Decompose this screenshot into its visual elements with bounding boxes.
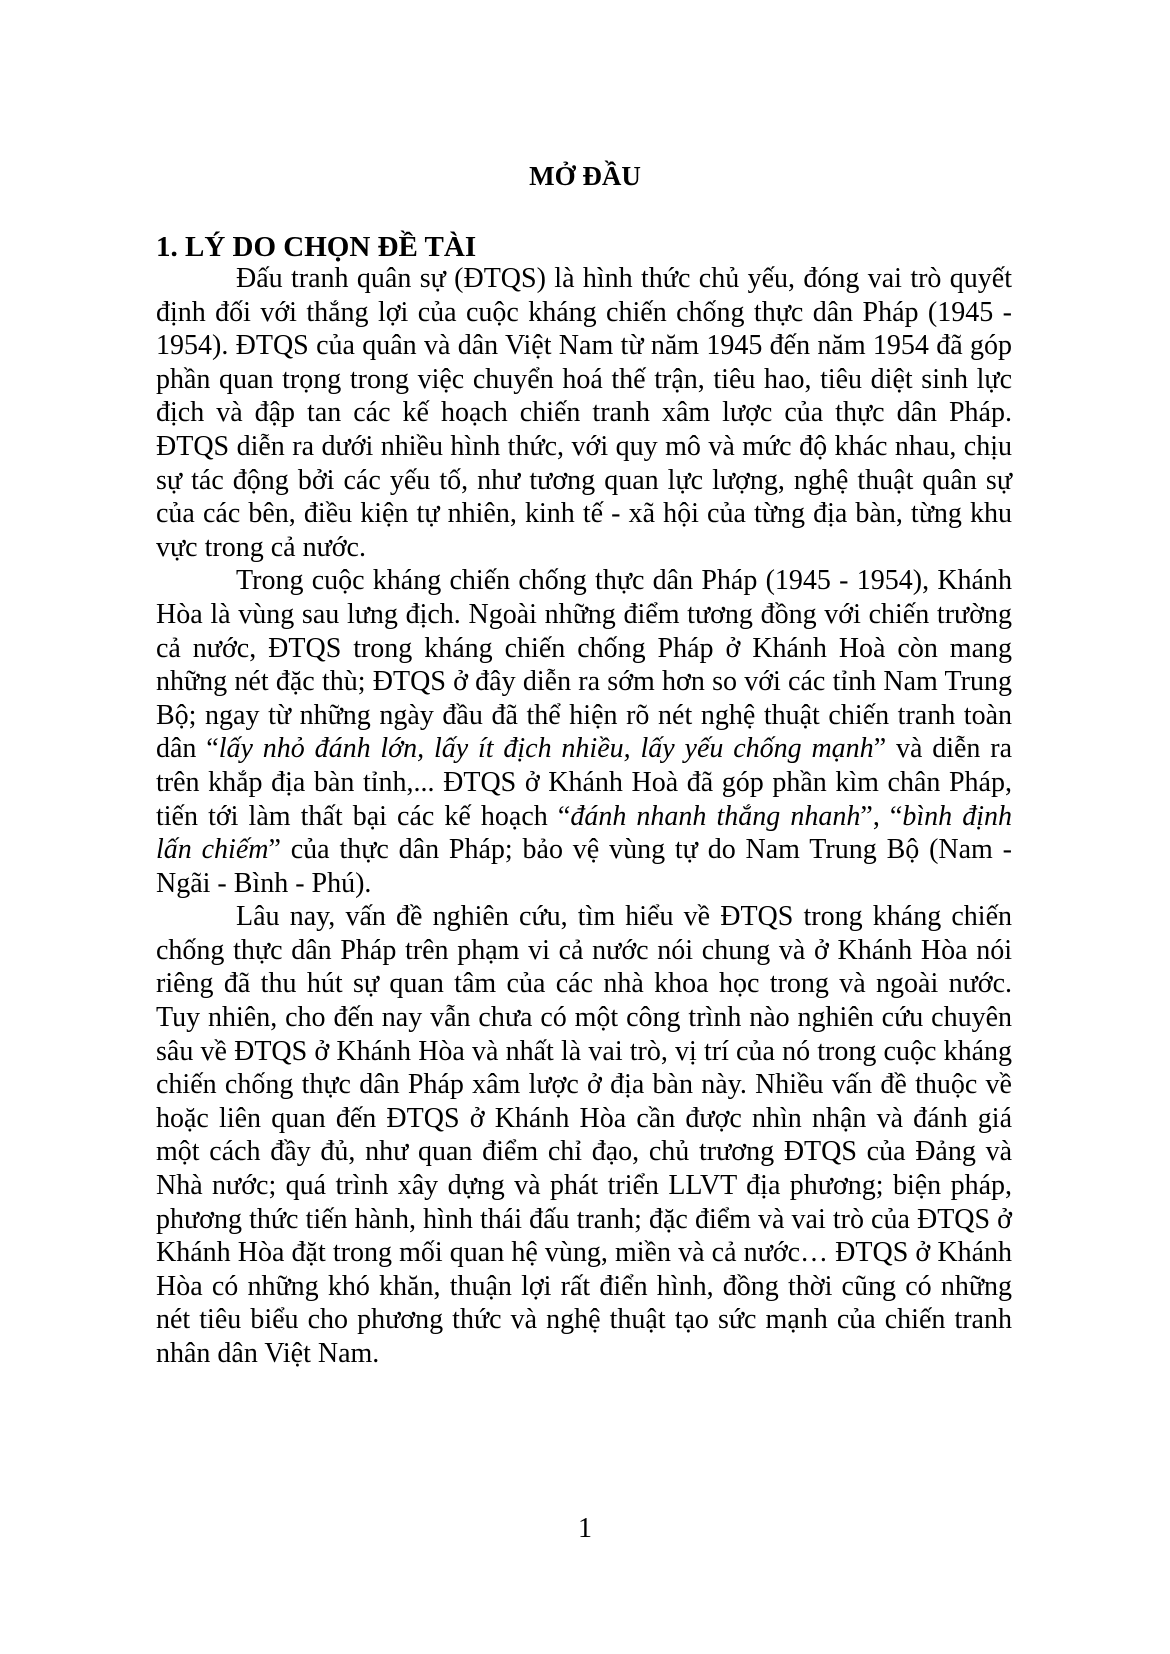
paragraph-2-part-1: Trong cuộc kháng chiến chống thực dân Pháp (1945 - 1954), Khánh Hòa là vùng sau lưng địch. Ngoài những điểm tương đồng với chiến trường cả nước, ĐTQS trong kháng chiến chống Pháp ở Khánh Hoà còn mang những nét đặc thù; ĐTQS ở đây diễn ra sớm hơn so với các tỉnh Nam Trung Bộ; ngay từ những ngày đầu đã thể hiện rõ nét nghệ thuật chiến tranh toàn dân “ [156,565,1012,765]
paragraph-2-quote-3: bình định lấn chiếm [156,800,1012,866]
section-heading: 1. LÝ DO CHỌN ĐỀ TÀI [156,231,477,263]
paragraph-1: Đấu tranh quân sự (ĐTQS) là hình thức chủ yếu, đóng vai trò quyết định đối với thắng lợi của cuộc kháng chiến chống thực dân Pháp (1945 - 1954). ĐTQS của quân và dân Việt Nam từ năm 1945 đến năm 1954 đã góp phần quan trọng trong việc chuyển hoá thế trận, tiêu hao, tiêu diệt sinh lực địch và đập tan các kế hoạch chiến tranh xâm lược của thực dân Pháp. ĐTQS diễn ra dưới nhiều hình thức, với quy mô và mức độ khác nhau, chịu sự tác động bởi các yếu tố, như tương quan lực lượng, nghệ thuật quân sự của các bên, điều kiện tự nhiên, kinh tế - xã hội của từng địa bàn, từng khu vực trong cả nước. [156,263,1012,563]
document-title: MỞ ĐẦU [529,161,641,191]
paragraph-2-part-3: ”, “ [860,800,903,832]
paragraph-2-part-4: ” của thực dân Pháp; bảo vệ vùng tự do Nam Trung Bộ (Nam - Ngãi - Bình - Phú). [156,834,1012,899]
page-number: 1 [578,1513,592,1544]
paragraph-2-quote-2: đánh nhanh thắng nhanh [570,800,861,832]
paragraph-2-part-2: ” và diễn ra trên khắp địa bàn tỉnh,... ĐTQS ở Khánh Hoà đã góp phần kìm chân Pháp, tiến tới làm thất bại các kế hoạch “ [156,733,1012,832]
paragraph-2-quote-1: lấy nhỏ đánh lớn, lấy ít địch nhiều, lấy yếu chống mạnh [218,733,874,765]
body-text [156,262,1012,1371]
paragraph-2 [156,564,1012,900]
paragraph-3: Lâu nay, vấn đề nghiên cứu, tìm hiểu về ĐTQS trong kháng chiến chống thực dân Pháp trên phạm vi cả nước nói chung và ở Khánh Hòa nói riêng đã thu hút sự quan tâm của các nhà khoa học trong và ngoài nước. Tuy nhiên, cho đến nay vẫn chưa có một công trình nào nghiên cứu chuyên sâu về ĐTQS ở Khánh Hòa và nhất là vai trò, vị trí của nó trong cuộc kháng chiến chống thực dân Pháp xâm lược ở địa bàn này. Nhiều vấn đề thuộc về hoặc liên quan đến ĐTQS ở Khánh Hòa cần được nhìn nhận và đánh giá một cách đầy đủ, như quan điểm chỉ đạo, chủ trương ĐTQS của Đảng và Nhà nước; quá trình xây dựng và phát triển LLVT địa phương; biện pháp, phương thức tiến hành, hình thái đấu tranh; đặc điểm và vai trò của ĐTQS ở Khánh Hòa đặt trong mối quan hệ vùng, miền và cả nước… ĐTQS ở Khánh Hòa có những khó khăn, thuận lợi rất điển hình, đồng thời cũng có những nét tiêu biểu cho phương thức và nghệ thuật tạo sức mạnh của chiến tranh nhân dân Việt Nam. [156,901,1012,1369]
